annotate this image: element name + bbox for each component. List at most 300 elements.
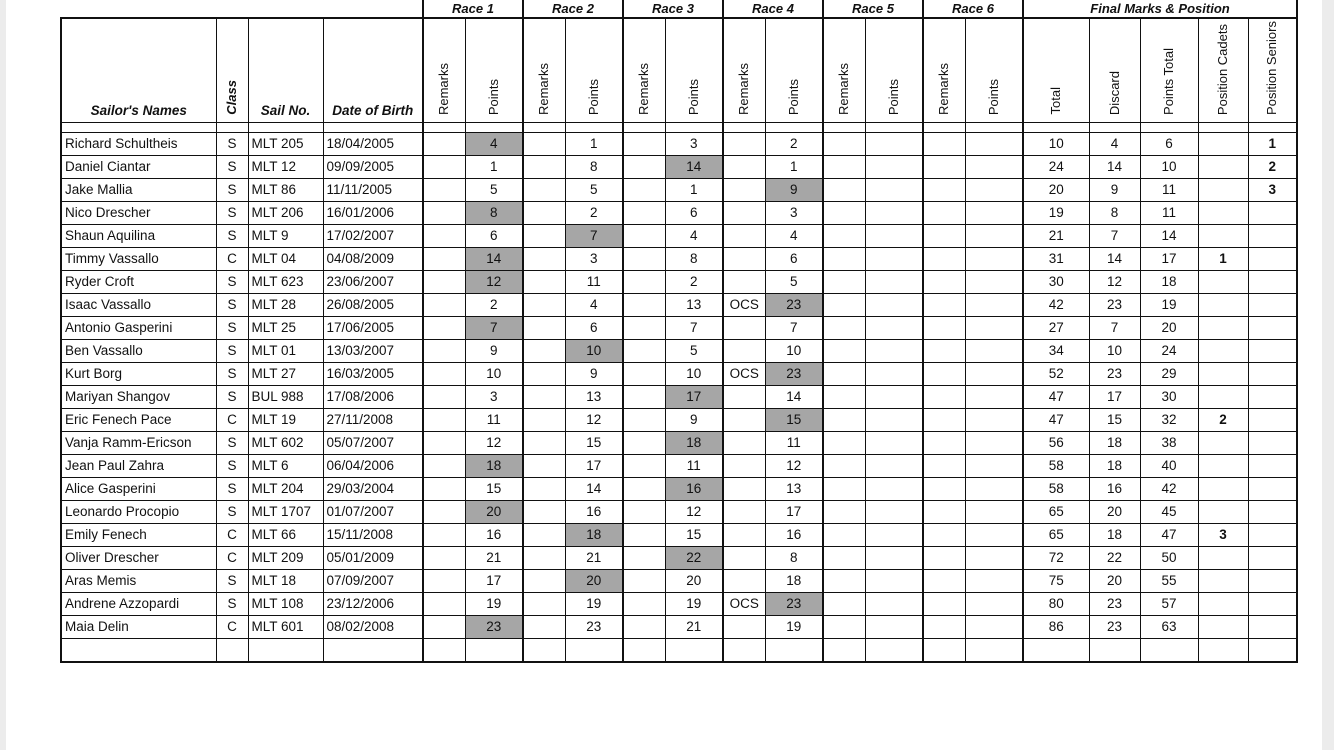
points-cell[interactable] — [965, 592, 1023, 615]
class-cell[interactable]: S — [216, 270, 248, 293]
position-seniors-cell[interactable] — [1248, 270, 1297, 293]
remarks-cell[interactable] — [923, 546, 965, 569]
position-seniors-cell[interactable] — [1248, 362, 1297, 385]
position-seniors-cell[interactable] — [1248, 339, 1297, 362]
total-cell[interactable]: 58 — [1023, 454, 1089, 477]
sailor-name-cell[interactable]: Isaac Vassallo — [61, 293, 216, 316]
discard-cell[interactable]: 12 — [1089, 270, 1140, 293]
empty-cell[interactable] — [823, 122, 865, 132]
class-cell[interactable]: C — [216, 615, 248, 638]
remarks-cell[interactable] — [823, 454, 865, 477]
remarks-cell[interactable] — [423, 477, 465, 500]
points-cell[interactable]: 19 — [765, 615, 823, 638]
remarks-cell[interactable] — [523, 408, 565, 431]
remarks-cell[interactable] — [523, 500, 565, 523]
dob-cell[interactable]: 11/11/2005 — [323, 178, 423, 201]
points-cell[interactable]: 1 — [565, 132, 623, 155]
empty-cell[interactable] — [1248, 122, 1297, 132]
remarks-cell[interactable] — [723, 477, 765, 500]
class-cell[interactable]: S — [216, 201, 248, 224]
remarks-cell[interactable] — [823, 408, 865, 431]
dob-cell[interactable]: 06/04/2006 — [323, 454, 423, 477]
remarks-cell[interactable] — [823, 247, 865, 270]
remarks-cell[interactable] — [523, 385, 565, 408]
sailor-name-cell[interactable]: Maia Delin — [61, 615, 216, 638]
remarks-cell[interactable] — [423, 270, 465, 293]
points-cell[interactable] — [965, 385, 1023, 408]
points-cell[interactable]: 9 — [665, 408, 723, 431]
points-total-cell[interactable]: 11 — [1140, 201, 1198, 224]
position-cadets-cell[interactable] — [1198, 569, 1248, 592]
class-cell[interactable]: S — [216, 477, 248, 500]
class-cell[interactable]: C — [216, 247, 248, 270]
remarks-cell[interactable] — [623, 339, 665, 362]
discard-cell[interactable]: 7 — [1089, 224, 1140, 247]
remarks-cell[interactable] — [723, 155, 765, 178]
points-cell[interactable]: 8 — [565, 155, 623, 178]
total-cell[interactable]: 56 — [1023, 431, 1089, 454]
remarks-cell[interactable] — [523, 316, 565, 339]
dob-cell[interactable]: 17/08/2006 — [323, 385, 423, 408]
total-cell[interactable]: 47 — [1023, 408, 1089, 431]
points-total-cell[interactable]: 30 — [1140, 385, 1198, 408]
empty-cell[interactable] — [723, 122, 765, 132]
points-cell[interactable]: 21 — [665, 615, 723, 638]
points-total-cell[interactable]: 42 — [1140, 477, 1198, 500]
points-total-cell[interactable]: 20 — [1140, 316, 1198, 339]
remarks-cell[interactable] — [523, 523, 565, 546]
sail-no-cell[interactable]: MLT 01 — [248, 339, 323, 362]
remarks-cell[interactable] — [723, 523, 765, 546]
empty-cell[interactable] — [523, 638, 565, 662]
remarks-cell[interactable] — [823, 224, 865, 247]
points-cell[interactable]: 10 — [765, 339, 823, 362]
remarks-cell[interactable] — [923, 178, 965, 201]
remarks-cell[interactable] — [923, 431, 965, 454]
points-cell[interactable]: 23 — [465, 615, 523, 638]
dob-cell[interactable]: 16/01/2006 — [323, 201, 423, 224]
points-cell[interactable]: 20 — [665, 569, 723, 592]
dob-cell[interactable]: 09/09/2005 — [323, 155, 423, 178]
points-cell[interactable]: 11 — [465, 408, 523, 431]
discard-cell[interactable]: 9 — [1089, 178, 1140, 201]
sail-no-cell[interactable]: MLT 86 — [248, 178, 323, 201]
remarks-cell[interactable] — [723, 615, 765, 638]
remarks-cell[interactable] — [823, 500, 865, 523]
position-seniors-cell[interactable] — [1248, 201, 1297, 224]
dob-cell[interactable]: 29/03/2004 — [323, 477, 423, 500]
position-seniors-cell[interactable] — [1248, 500, 1297, 523]
position-seniors-cell[interactable] — [1248, 523, 1297, 546]
points-total-cell[interactable]: 11 — [1140, 178, 1198, 201]
points-cell[interactable] — [865, 385, 923, 408]
position-seniors-cell[interactable] — [1248, 431, 1297, 454]
remarks-cell[interactable] — [523, 270, 565, 293]
points-cell[interactable] — [965, 293, 1023, 316]
class-cell[interactable]: C — [216, 546, 248, 569]
position-seniors-cell[interactable] — [1248, 454, 1297, 477]
points-cell[interactable]: 16 — [465, 523, 523, 546]
points-cell[interactable]: 15 — [765, 408, 823, 431]
remarks-cell[interactable] — [423, 408, 465, 431]
empty-cell[interactable] — [765, 122, 823, 132]
remarks-cell[interactable] — [623, 454, 665, 477]
empty-cell[interactable] — [723, 638, 765, 662]
empty-cell[interactable] — [765, 638, 823, 662]
class-cell[interactable]: S — [216, 569, 248, 592]
points-cell[interactable] — [965, 362, 1023, 385]
empty-cell[interactable] — [1198, 122, 1248, 132]
points-cell[interactable] — [965, 523, 1023, 546]
position-seniors-cell[interactable]: 2 — [1248, 155, 1297, 178]
position-cadets-cell[interactable] — [1198, 615, 1248, 638]
points-cell[interactable] — [865, 247, 923, 270]
points-total-cell[interactable]: 18 — [1140, 270, 1198, 293]
points-cell[interactable]: 18 — [665, 431, 723, 454]
remarks-cell[interactable] — [923, 247, 965, 270]
points-total-cell[interactable]: 19 — [1140, 293, 1198, 316]
sailor-name-cell[interactable]: Jake Mallia — [61, 178, 216, 201]
sail-no-cell[interactable]: MLT 9 — [248, 224, 323, 247]
points-cell[interactable] — [865, 546, 923, 569]
points-cell[interactable]: 12 — [665, 500, 723, 523]
points-cell[interactable]: 15 — [465, 477, 523, 500]
remarks-cell[interactable] — [923, 615, 965, 638]
remarks-cell[interactable] — [623, 132, 665, 155]
position-cadets-cell[interactable]: 1 — [1198, 247, 1248, 270]
points-cell[interactable] — [865, 132, 923, 155]
remarks-cell[interactable] — [923, 592, 965, 615]
points-cell[interactable]: 8 — [665, 247, 723, 270]
points-total-cell[interactable]: 63 — [1140, 615, 1198, 638]
points-cell[interactable]: 8 — [765, 546, 823, 569]
points-cell[interactable]: 8 — [465, 201, 523, 224]
class-cell[interactable]: S — [216, 178, 248, 201]
points-cell[interactable] — [965, 431, 1023, 454]
remarks-cell[interactable] — [923, 270, 965, 293]
remarks-cell[interactable] — [823, 132, 865, 155]
sail-no-cell[interactable]: MLT 04 — [248, 247, 323, 270]
points-cell[interactable]: 7 — [465, 316, 523, 339]
points-cell[interactable] — [865, 316, 923, 339]
points-cell[interactable] — [965, 155, 1023, 178]
empty-cell[interactable] — [248, 122, 323, 132]
remarks-cell[interactable] — [423, 431, 465, 454]
total-cell[interactable]: 72 — [1023, 546, 1089, 569]
remarks-cell[interactable] — [723, 178, 765, 201]
remarks-cell[interactable] — [623, 385, 665, 408]
sail-no-cell[interactable]: MLT 25 — [248, 316, 323, 339]
class-cell[interactable]: S — [216, 339, 248, 362]
remarks-cell[interactable] — [523, 569, 565, 592]
points-cell[interactable]: 13 — [765, 477, 823, 500]
points-cell[interactable]: 3 — [765, 201, 823, 224]
sail-no-cell[interactable]: MLT 204 — [248, 477, 323, 500]
points-cell[interactable] — [865, 155, 923, 178]
points-cell[interactable]: 16 — [665, 477, 723, 500]
sail-no-cell[interactable]: MLT 66 — [248, 523, 323, 546]
empty-cell[interactable] — [523, 122, 565, 132]
remarks-cell[interactable] — [823, 155, 865, 178]
points-cell[interactable] — [865, 592, 923, 615]
discard-cell[interactable]: 17 — [1089, 385, 1140, 408]
remarks-cell[interactable] — [923, 201, 965, 224]
position-cadets-cell[interactable] — [1198, 178, 1248, 201]
points-cell[interactable]: 9 — [465, 339, 523, 362]
points-cell[interactable]: 23 — [765, 362, 823, 385]
points-total-cell[interactable]: 57 — [1140, 592, 1198, 615]
sailor-name-cell[interactable]: Aras Memis — [61, 569, 216, 592]
points-cell[interactable] — [965, 316, 1023, 339]
remarks-cell[interactable] — [923, 132, 965, 155]
remarks-cell[interactable] — [523, 615, 565, 638]
sailor-name-cell[interactable]: Eric Fenech Pace — [61, 408, 216, 431]
position-cadets-cell[interactable] — [1198, 431, 1248, 454]
points-cell[interactable] — [965, 454, 1023, 477]
remarks-cell[interactable] — [723, 224, 765, 247]
position-cadets-cell[interactable] — [1198, 132, 1248, 155]
dob-cell[interactable]: 05/01/2009 — [323, 546, 423, 569]
dob-cell[interactable]: 07/09/2007 — [323, 569, 423, 592]
discard-cell[interactable]: 23 — [1089, 615, 1140, 638]
position-cadets-cell[interactable] — [1198, 592, 1248, 615]
points-cell[interactable]: 20 — [465, 500, 523, 523]
remarks-cell[interactable] — [723, 385, 765, 408]
points-cell[interactable]: 2 — [765, 132, 823, 155]
remarks-cell[interactable] — [923, 500, 965, 523]
total-cell[interactable]: 10 — [1023, 132, 1089, 155]
remarks-cell[interactable] — [723, 408, 765, 431]
points-cell[interactable]: 17 — [565, 454, 623, 477]
points-cell[interactable] — [965, 270, 1023, 293]
points-cell[interactable]: 4 — [665, 224, 723, 247]
empty-cell[interactable] — [823, 638, 865, 662]
points-cell[interactable]: 6 — [565, 316, 623, 339]
points-cell[interactable]: 16 — [765, 523, 823, 546]
remarks-cell[interactable] — [623, 362, 665, 385]
sail-no-cell[interactable]: MLT 205 — [248, 132, 323, 155]
points-cell[interactable] — [965, 201, 1023, 224]
empty-cell[interactable] — [216, 122, 248, 132]
points-cell[interactable]: 23 — [765, 592, 823, 615]
empty-cell[interactable] — [1248, 638, 1297, 662]
remarks-cell[interactable] — [923, 362, 965, 385]
dob-cell[interactable]: 18/04/2005 — [323, 132, 423, 155]
points-total-cell[interactable]: 10 — [1140, 155, 1198, 178]
empty-cell[interactable] — [216, 638, 248, 662]
points-cell[interactable]: 18 — [565, 523, 623, 546]
points-cell[interactable] — [865, 293, 923, 316]
remarks-cell[interactable] — [823, 316, 865, 339]
remarks-cell[interactable] — [623, 500, 665, 523]
points-cell[interactable]: 7 — [565, 224, 623, 247]
points-cell[interactable]: 13 — [565, 385, 623, 408]
remarks-cell[interactable] — [423, 385, 465, 408]
remarks-cell[interactable] — [923, 293, 965, 316]
points-cell[interactable] — [865, 201, 923, 224]
dob-cell[interactable]: 01/07/2007 — [323, 500, 423, 523]
points-cell[interactable]: 14 — [465, 247, 523, 270]
remarks-cell[interactable] — [623, 247, 665, 270]
points-cell[interactable]: 2 — [565, 201, 623, 224]
sailor-name-cell[interactable]: Mariyan Shangov — [61, 385, 216, 408]
position-cadets-cell[interactable]: 3 — [1198, 523, 1248, 546]
dob-cell[interactable]: 23/06/2007 — [323, 270, 423, 293]
total-cell[interactable]: 86 — [1023, 615, 1089, 638]
points-cell[interactable]: 17 — [465, 569, 523, 592]
sail-no-cell[interactable]: MLT 602 — [248, 431, 323, 454]
remarks-cell[interactable] — [823, 477, 865, 500]
points-total-cell[interactable]: 32 — [1140, 408, 1198, 431]
position-cadets-cell[interactable] — [1198, 362, 1248, 385]
remarks-cell[interactable] — [623, 408, 665, 431]
discard-cell[interactable]: 23 — [1089, 592, 1140, 615]
points-cell[interactable]: 11 — [765, 431, 823, 454]
discard-cell[interactable]: 18 — [1089, 523, 1140, 546]
position-cadets-cell[interactable] — [1198, 293, 1248, 316]
empty-cell[interactable] — [923, 638, 965, 662]
points-cell[interactable] — [865, 477, 923, 500]
points-cell[interactable]: 3 — [665, 132, 723, 155]
dob-cell[interactable]: 17/06/2005 — [323, 316, 423, 339]
points-cell[interactable] — [865, 408, 923, 431]
points-total-cell[interactable]: 24 — [1140, 339, 1198, 362]
remarks-cell[interactable] — [423, 362, 465, 385]
remarks-cell[interactable] — [523, 546, 565, 569]
points-cell[interactable] — [865, 615, 923, 638]
total-cell[interactable]: 58 — [1023, 477, 1089, 500]
remarks-cell[interactable] — [823, 523, 865, 546]
points-cell[interactable] — [965, 339, 1023, 362]
points-cell[interactable]: 9 — [765, 178, 823, 201]
empty-cell[interactable] — [623, 122, 665, 132]
empty-cell[interactable] — [665, 638, 723, 662]
points-cell[interactable]: 12 — [565, 408, 623, 431]
points-cell[interactable]: 16 — [565, 500, 623, 523]
sailor-name-cell[interactable]: Shaun Aquilina — [61, 224, 216, 247]
empty-cell[interactable] — [865, 638, 923, 662]
points-cell[interactable]: 17 — [665, 385, 723, 408]
empty-cell[interactable] — [1023, 122, 1089, 132]
remarks-cell[interactable] — [923, 408, 965, 431]
points-cell[interactable]: 3 — [465, 385, 523, 408]
empty-cell[interactable] — [1140, 638, 1198, 662]
empty-cell[interactable] — [1023, 638, 1089, 662]
discard-cell[interactable]: 16 — [1089, 477, 1140, 500]
points-cell[interactable]: 10 — [665, 362, 723, 385]
class-cell[interactable]: S — [216, 132, 248, 155]
position-cadets-cell[interactable]: 2 — [1198, 408, 1248, 431]
points-cell[interactable]: 4 — [465, 132, 523, 155]
class-cell[interactable]: S — [216, 316, 248, 339]
total-cell[interactable]: 65 — [1023, 523, 1089, 546]
empty-cell[interactable] — [323, 638, 423, 662]
dob-cell[interactable]: 17/02/2007 — [323, 224, 423, 247]
discard-cell[interactable]: 7 — [1089, 316, 1140, 339]
remarks-cell[interactable] — [823, 385, 865, 408]
position-seniors-cell[interactable] — [1248, 615, 1297, 638]
remarks-cell[interactable] — [423, 500, 465, 523]
points-cell[interactable]: 14 — [665, 155, 723, 178]
empty-cell[interactable] — [465, 638, 523, 662]
empty-cell[interactable] — [1089, 638, 1140, 662]
remarks-cell[interactable] — [423, 454, 465, 477]
points-cell[interactable] — [965, 500, 1023, 523]
remarks-cell[interactable] — [823, 615, 865, 638]
remarks-cell[interactable] — [923, 477, 965, 500]
points-cell[interactable] — [965, 132, 1023, 155]
discard-cell[interactable]: 20 — [1089, 500, 1140, 523]
points-total-cell[interactable]: 38 — [1140, 431, 1198, 454]
class-cell[interactable]: S — [216, 155, 248, 178]
remarks-cell[interactable] — [423, 339, 465, 362]
remarks-cell[interactable] — [723, 201, 765, 224]
position-cadets-cell[interactable] — [1198, 224, 1248, 247]
dob-cell[interactable]: 08/02/2008 — [323, 615, 423, 638]
class-cell[interactable]: S — [216, 362, 248, 385]
remarks-cell[interactable] — [923, 316, 965, 339]
remarks-cell[interactable] — [823, 293, 865, 316]
total-cell[interactable]: 30 — [1023, 270, 1089, 293]
discard-cell[interactable]: 18 — [1089, 431, 1140, 454]
remarks-cell[interactable] — [423, 201, 465, 224]
discard-cell[interactable]: 23 — [1089, 362, 1140, 385]
position-seniors-cell[interactable]: 1 — [1248, 132, 1297, 155]
remarks-cell[interactable] — [523, 477, 565, 500]
class-cell[interactable]: S — [216, 385, 248, 408]
total-cell[interactable]: 21 — [1023, 224, 1089, 247]
points-cell[interactable] — [865, 500, 923, 523]
remarks-cell[interactable] — [923, 155, 965, 178]
sail-no-cell[interactable]: MLT 19 — [248, 408, 323, 431]
remarks-cell[interactable] — [723, 500, 765, 523]
position-seniors-cell[interactable] — [1248, 569, 1297, 592]
points-cell[interactable]: 14 — [565, 477, 623, 500]
points-cell[interactable]: 4 — [765, 224, 823, 247]
remarks-cell[interactable] — [723, 546, 765, 569]
remarks-cell[interactable] — [523, 339, 565, 362]
remarks-cell[interactable] — [623, 477, 665, 500]
points-cell[interactable]: 13 — [665, 293, 723, 316]
points-cell[interactable]: 5 — [465, 178, 523, 201]
remarks-cell[interactable] — [823, 362, 865, 385]
points-cell[interactable]: 9 — [565, 362, 623, 385]
empty-cell[interactable] — [665, 122, 723, 132]
remarks-cell[interactable] — [923, 454, 965, 477]
sail-no-cell[interactable]: MLT 27 — [248, 362, 323, 385]
points-cell[interactable]: 15 — [565, 431, 623, 454]
points-cell[interactable]: 21 — [465, 546, 523, 569]
remarks-cell[interactable] — [423, 293, 465, 316]
position-cadets-cell[interactable] — [1198, 500, 1248, 523]
dob-cell[interactable]: 23/12/2006 — [323, 592, 423, 615]
remarks-cell[interactable] — [923, 339, 965, 362]
class-cell[interactable]: S — [216, 592, 248, 615]
position-seniors-cell[interactable] — [1248, 247, 1297, 270]
remarks-cell[interactable] — [523, 247, 565, 270]
sail-no-cell[interactable]: BUL 988 — [248, 385, 323, 408]
points-cell[interactable] — [965, 224, 1023, 247]
points-cell[interactable]: 19 — [665, 592, 723, 615]
discard-cell[interactable]: 20 — [1089, 569, 1140, 592]
points-cell[interactable]: 15 — [665, 523, 723, 546]
total-cell[interactable]: 42 — [1023, 293, 1089, 316]
remarks-cell[interactable] — [723, 132, 765, 155]
points-cell[interactable]: 3 — [565, 247, 623, 270]
points-cell[interactable]: 17 — [765, 500, 823, 523]
total-cell[interactable]: 31 — [1023, 247, 1089, 270]
points-cell[interactable]: 18 — [465, 454, 523, 477]
